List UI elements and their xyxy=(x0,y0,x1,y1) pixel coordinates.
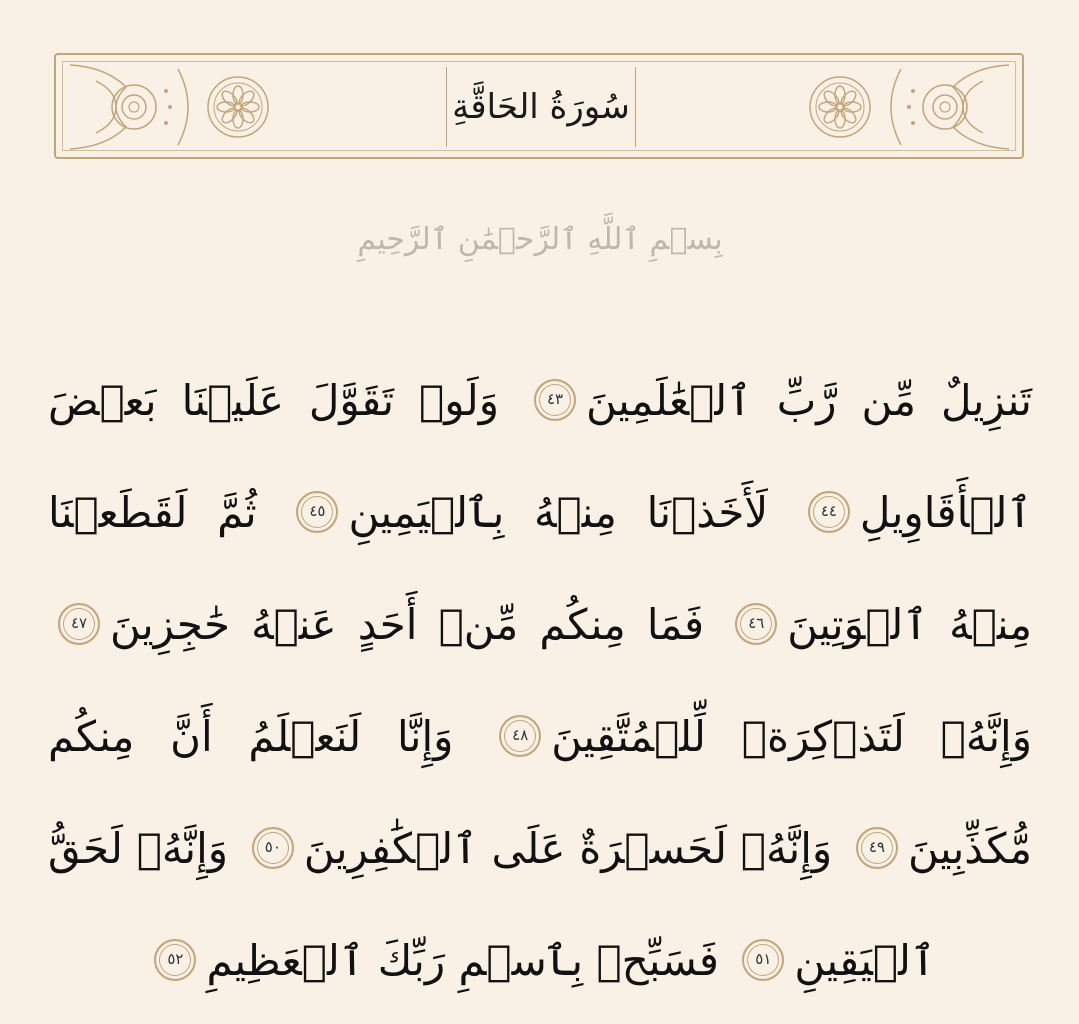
verse-text: وَإِنَّهُۥ لَحَسۡرَةٌ عَلَى ٱلۡكَٰفِرِينَ xyxy=(303,824,833,873)
ayah-marker-icon: ٤٩ xyxy=(856,827,898,869)
right-crescent-ornament-icon xyxy=(878,61,1013,153)
right-rosette-ornament-icon xyxy=(800,61,880,153)
ayah-marker-icon: ٤٦ xyxy=(735,603,777,645)
ayah-marker-icon: ٤٤ xyxy=(808,491,850,533)
verse-text: فَمَا مِنكُم مِّنۡ أَحَدٍ عَنۡهُ حَٰجِزِينَ xyxy=(110,600,705,649)
basmala: بِسۡمِ ٱللَّهِ ٱلرَّحۡمَٰنِ ٱلرَّحِيمِ xyxy=(357,222,723,257)
verses-text-block xyxy=(48,345,1032,1017)
left-crescent-ornament-icon xyxy=(66,61,201,153)
ayah-marker-icon: ٥٢ xyxy=(154,939,196,981)
ayah-marker-icon: ٤٧ xyxy=(58,603,100,645)
verse-text: وَلَوۡ تَقَوَّلَ عَلَيۡنَا بَعۡضَ ٱلۡأَقَاوِيلِ xyxy=(48,376,1032,537)
ayah-marker-icon: ٥١ xyxy=(742,939,784,981)
ayah-marker-icon: ٤٣ xyxy=(534,379,576,421)
verse-text: تَنزِيلٌ مِّن رَّبِّ ٱلۡعَٰلَمِينَ xyxy=(586,376,1032,425)
verse-text: فَسَبِّحۡ بِٱسۡمِ رَبِّكَ ٱلۡعَظِيمِ xyxy=(206,936,719,985)
verse-text: ثُمَّ لَقَطَعۡنَا مِنۡهُ ٱلۡوَتِينَ xyxy=(48,488,1032,649)
verse-text: وَإِنَّا لَنَعۡلَمُ أَنَّ مِنكُم مُّكَذِّبِينَ xyxy=(48,712,1033,873)
surah-header-frame xyxy=(54,53,1024,159)
surah-title: سُورَةُ الحَاقَّةِ xyxy=(452,87,630,127)
surah-title-box xyxy=(446,67,636,147)
ayah-marker-icon: ٤٨ xyxy=(499,715,541,757)
verse-text: لَأَخَذۡنَا مِنۡهُ بِٱلۡيَمِينِ xyxy=(348,488,769,537)
ayah-marker-icon: ٤٥ xyxy=(296,491,338,533)
left-rosette-ornament-icon xyxy=(198,61,278,153)
ayah-marker-icon: ٥٠ xyxy=(252,827,294,869)
verse-text: وَإِنَّهُۥ لَحَقُّ ٱلۡيَقِينِ xyxy=(48,824,936,985)
verse-text: وَإِنَّهُۥ لَتَذۡكِرَةٞ لِّلۡمُتَّقِينَ xyxy=(551,712,1032,761)
